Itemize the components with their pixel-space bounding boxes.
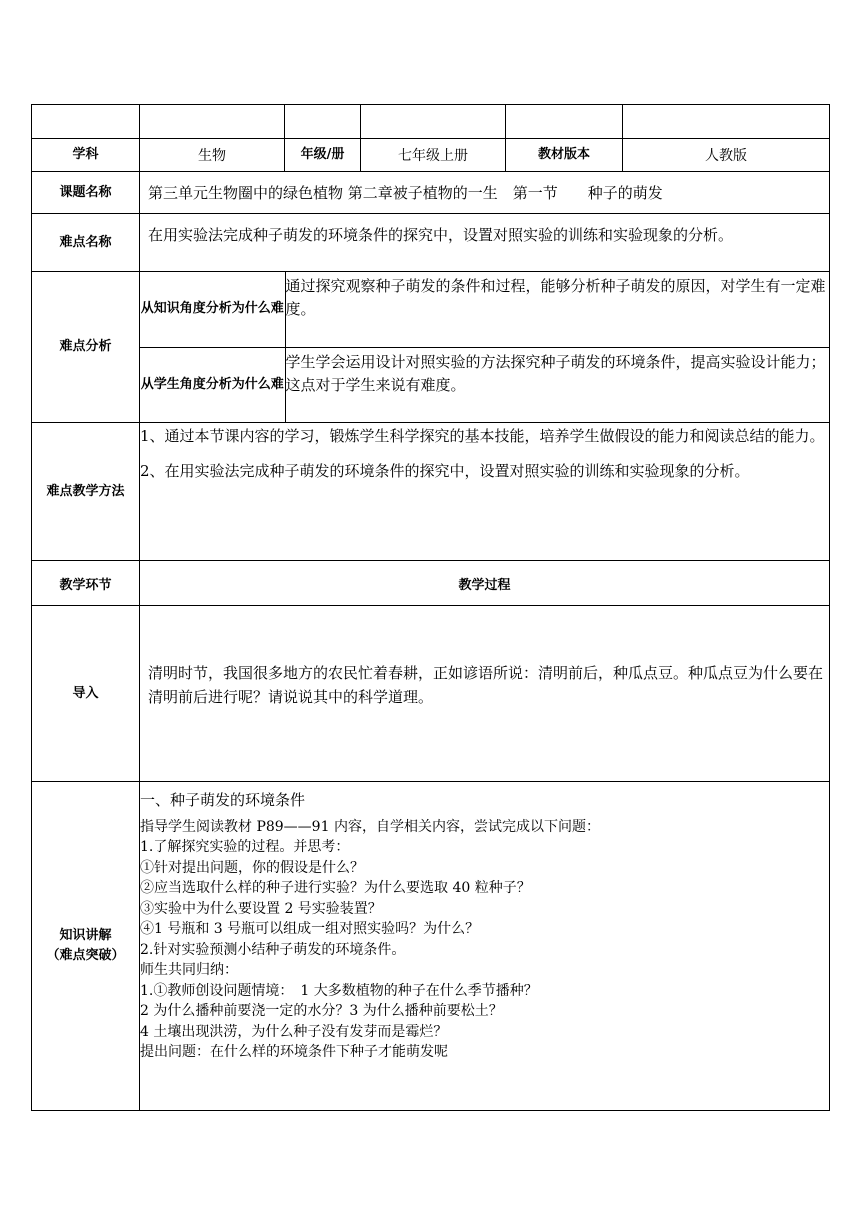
spacer [140, 782, 829, 790]
empty-cell [623, 105, 830, 139]
empty-cell [32, 105, 140, 139]
knowledge-label-cell [32, 782, 140, 1111]
teaching-step-header: 教学环节 [32, 561, 140, 606]
empty-cell [285, 105, 361, 139]
knowledge-line: 指导学生阅读教材 P89——91 内容，自学相关内容，尝试完成以下问题： [140, 818, 600, 835]
difficulty-name-label: 难点名称 [32, 214, 140, 272]
knowledge-line: ②应当选取什么样的种子进行实验？为什么要选取 40 粒种子？ [140, 880, 531, 896]
teaching-method-cell [140, 423, 830, 561]
difficulty-analysis-row [32, 272, 830, 423]
empty-top-row [32, 105, 830, 139]
difficulty-name-value: 在用实验法完成种子萌发的环境条件的探究中，设置对照实验的训练和实验现象的分析。 [140, 214, 830, 272]
difficulty-analysis-cell [140, 272, 830, 423]
knowledge-line: 2 为什么播种前要浇一定的水分？3 为什么播种前要松土？ [140, 1003, 503, 1019]
student-angle-text: 学生学会运用设计对照实验的方法探究种子萌发的环境条件，提高实验设计能力；这点对于学生来说有难度。 [285, 352, 826, 394]
knowledge-line: 1.了解探究实验的过程。并思考： [140, 839, 350, 855]
student-angle-row [140, 347, 829, 422]
knowledge-line: 1.①教师创设问题情境： 1 大多数植物的种子在什么季节播种？ [140, 982, 538, 999]
knowledge-line: 4 土壤出现洪涝，为什么种子没有发芽而是霉烂？ [140, 1023, 448, 1040]
student-angle-cell [285, 347, 829, 422]
intro-text: 清明时节，我国很多地方的农民忙着春耕，正如谚语所说：清明前后，种瓜点豆。种瓜点豆为什么要在清明前后进行呢？请说说其中的科学道理。 [140, 606, 830, 782]
empty-cell [140, 105, 285, 139]
teaching-method-item: 2、在用实验法完成种子萌发的环境条件的探究中，设置对照实验的训练和实验现象的分析。 [140, 462, 750, 480]
grade-value: 七年级上册 [361, 139, 506, 172]
intro-label: 导入 [32, 606, 140, 782]
topic-label: 课题名称 [32, 172, 140, 214]
grade-label: 年级/册 [285, 139, 361, 172]
knowledge-line: ④1 号瓶和 3 号瓶可以组成一组对照实验吗？为什么？ [140, 921, 480, 937]
knowledge-content [140, 782, 830, 1111]
empty-cell [506, 105, 623, 139]
teaching-method-item: 1、通过本节课内容的学习，锻炼学生科学探究的基本技能，培养学生做假设的能力和阅读总结的能力。 [140, 427, 825, 445]
analysis-subtable [140, 272, 829, 422]
teaching-process-header: 教学过程 [140, 561, 830, 606]
knowledge-row [32, 782, 830, 1111]
knowledge-angle-row [140, 272, 829, 347]
knowledge-line: 师生共同归纳： [140, 962, 238, 978]
knowledge-label: 知识讲解 [59, 928, 112, 943]
knowledge-angle-text: 通过探究观察种子萌发的条件和过程，能够分析种子萌发的原因，对学生有一定难度。 [285, 277, 826, 318]
edition-label: 教材版本 [506, 139, 623, 172]
empty-cell [361, 105, 506, 139]
intro-row [32, 606, 830, 782]
knowledge-line: ①针对提出问题，你的假设是什么？ [140, 859, 364, 876]
teaching-method-row [32, 423, 830, 561]
edition-value: 人教版 [623, 139, 830, 172]
topic-value: 第三单元生物圈中的绿色植物 第二章被子植物的一生 第一节 种子的萌发 [140, 172, 830, 214]
lesson-plan-table [31, 104, 830, 1111]
topic-row [32, 172, 830, 214]
difficulty-name-row [32, 214, 830, 272]
knowledge-line: 2.针对实验预测小结种子萌发的环境条件。 [140, 941, 406, 958]
knowledge-angle-label: 从知识角度分析为什么难 [140, 272, 285, 347]
student-angle-label: 从学生角度分析为什么难 [140, 347, 285, 422]
knowledge-line: 提出问题：在什么样的环境条件下种子才能萌发呢 [140, 1044, 448, 1060]
difficulty-analysis-label: 难点分析 [32, 272, 140, 423]
knowledge-line: ③实验中为什么要设置 2 号实验装置？ [140, 900, 382, 917]
knowledge-sublabel: （难点突破） [46, 948, 125, 963]
teaching-method-label: 难点教学方法 [32, 423, 140, 561]
subject-label: 学科 [32, 139, 140, 172]
knowledge-angle-cell [285, 272, 829, 347]
section-header-row [32, 561, 830, 606]
subject-row [32, 139, 830, 172]
subject-value: 生物 [140, 139, 285, 172]
knowledge-line: 一、种子萌发的环境条件 [140, 791, 306, 809]
